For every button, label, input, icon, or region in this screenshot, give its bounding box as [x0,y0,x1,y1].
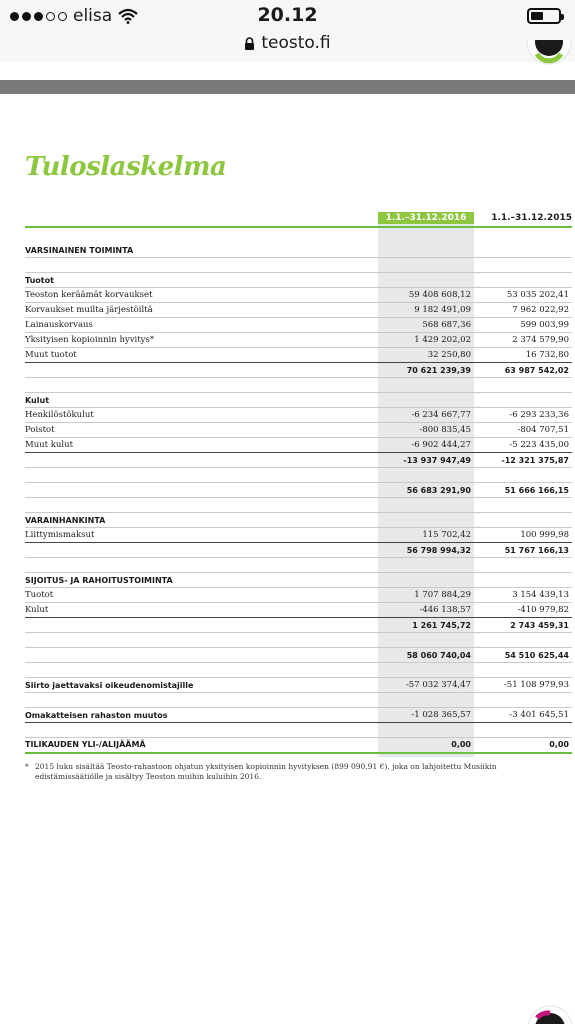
subtotal-row: -13 937 947,49 -12 321 375,87 [25,453,572,468]
footnote-marker: * [25,762,29,771]
table-row: Korvaukset muilta järjestöiltä 9 182 491,09 7 962 022,92 [25,303,572,318]
subtotal-row: 1 261 745,72 2 743 459,31 [25,618,572,633]
spacer-row [25,378,572,393]
spacer-row [25,258,572,273]
table-row: Teoston keräämät korvaukset 59 408 608,12 53 035 202,41 [25,288,572,303]
table-row: Muut tuotot 32 250,80 16 732,80 [25,348,572,363]
browser-status-bar [0,0,575,62]
spacer-row [25,633,572,648]
transfer-row: Siirto jaettavaksi oikeudenomistajille -57 032 374,47 -51 108 979,93 [25,678,572,693]
teosto-logo-icon [525,40,575,74]
spacer-row [25,663,572,678]
url-text: teosto.fi [261,33,331,53]
table-row: Liittymismaksut 115 702,42 100 999,98 [25,528,572,543]
table-row: Poistot -800 835,45 -804 707,51 [25,423,572,438]
spacer-row [25,723,572,738]
spacer-row [25,693,572,708]
spacer-row [25,468,572,483]
table-row: Muut kulut -6 902 444,27 -5 223 435,00 [25,438,572,453]
group-heading: Tuotot [25,273,572,288]
subtotal-row: 70 621 239,39 63 987 542,02 [25,363,572,378]
table-bottom-rule [25,752,572,754]
column-header-2016: 1.1.–31.12.2016 [378,212,474,224]
page-title: Tuloslaskelma [25,152,227,182]
footnote-text: 2015 luku sisältää Teosto-rahastoon ohjatun yksityisen kopioinnin hyvityksen (899 090,91 €), joka on lahjoitettu Musiikin edistämissäätiölle ja sisältyy Teoston muihin kuluihin 2016. [35,762,497,781]
spacer-row [25,498,572,513]
fund-change-row: Omakatteisen rahaston muutos -1 028 365,57 -3 401 645,51 [25,708,572,723]
table-row: Kulut -446 138,57 -410 979,82 [25,603,572,618]
battery-icon [527,8,561,24]
column-header-2015: 1.1.–31.12.2015 [491,213,572,223]
table-row: Yksityisen kopioinnin hyvitys* 1 429 202,02 2 374 579,90 [25,333,572,348]
page-header-bar [0,80,575,94]
table-row: Lainauskorvaus 568 687,36 599 003,99 [25,318,572,333]
section-heading: SIJOITUS- JA RAHOITUSTOIMINTA [25,573,572,588]
clock: 20.12 [257,4,318,26]
address-bar[interactable] [0,33,575,53]
footnote [25,762,550,782]
subtotal-row: 56 798 994,32 51 767 166,13 [25,543,572,558]
teosto-logo-icon [520,1004,575,1024]
total-row: 58 060 740,04 54 510 625,44 [25,648,572,663]
section-heading: VARAINHANKINTA [25,513,572,528]
spacer-row [25,558,572,573]
table-row: Henkilöstökulut -6 234 667,77 -6 293 233,36 [25,408,572,423]
result-row: TILIKAUDEN YLI-/ALIJÄÄMÄ 0,00 0,00 [25,740,569,749]
table-row: Tuotot 1 707 884,29 3 154 439,13 [25,588,572,603]
lock-icon [244,37,255,50]
table-top-rule [25,226,572,228]
carrier-name: elisa [73,6,113,26]
group-heading: Kulut [25,393,572,408]
total-row: 56 683 291,90 51 666 166,15 [25,483,572,498]
section-heading: VARSINAINEN TOIMINTA [25,243,572,258]
